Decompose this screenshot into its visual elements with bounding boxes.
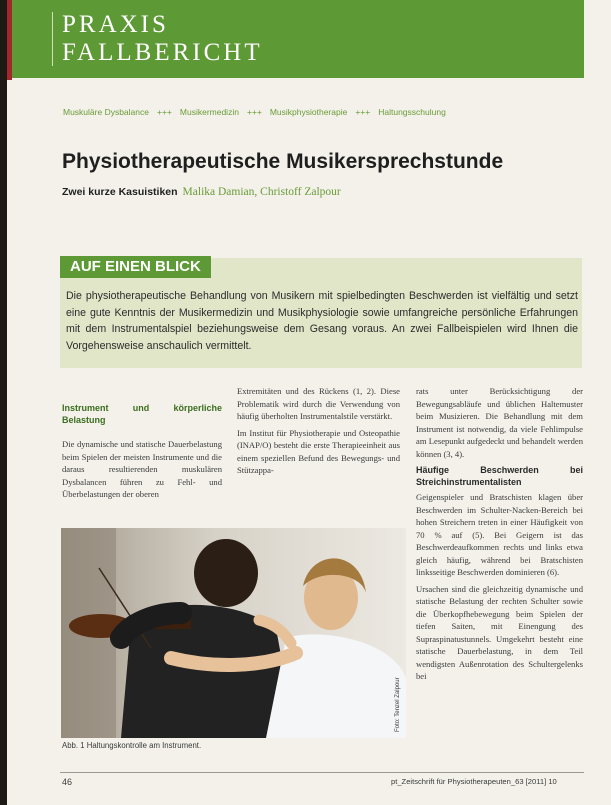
summary-text: Die physiotherapeutische Behandlung von Musikern mit spielbedingten Beschwerden ist vielfältig und setzt eine gute Kenntnis der Musikermedizin und Musikphysiologie sowie umfangreiche persönliche Erfahrungen mit dem Instrumentalspiel beziehungsweise dem Gesang voraus. An zwei Fallbeispielen wird Ihnen die Vorgehensweise anschaulich vermittelt.	[66, 290, 578, 352]
header-divider	[52, 12, 53, 66]
column-3-heading: Häufige Beschwerden bei Streichinstrumentalisten	[416, 465, 583, 487]
column-1-heading: Instrument und körperliche Belastung	[62, 403, 222, 425]
article-photo	[61, 528, 406, 738]
keyword: Haltungsschulung	[378, 107, 446, 117]
keyword-line	[63, 107, 446, 117]
figure-caption: Abb. 1 Haltungskontrolle am Instrument.	[62, 741, 202, 750]
keyword: Musikermedizin	[179, 107, 239, 117]
photo-credit: Foto: Tenzel Zalpour	[395, 677, 401, 732]
column-3-paragraph: Geigenspieler und Bratschisten klagen über Beschwerden im Schulter-Nacken-Bereich bei hohen Streichern treten in einer Häufigkeit von 70 % auf (5). Bei Geigern ist das Beschwerdeaufkommen rechts und links etwa gleich häufig, während bei Bratschisten linksseitige Beschwerden dominieren (6).	[416, 492, 583, 577]
column-2-paragraph: Extremitäten und des Rückens (1, 2). Diese Problematik wird durch die Verwendung von häufig überholten Instrumentalstile verstärkt.	[237, 386, 400, 421]
article-title: Physiotherapeutische Musikersprechstunde	[62, 150, 504, 173]
page-number: 46	[62, 777, 73, 787]
column-3-paragraph: rats unter Berücksichtigung der Bewegungsabläufe und üblichen Haltemuster beim Musizieren. Die Behandlung mit dem Instrument ist notwendig, da viele Fehlimpulse am Lesepunkt aufgedeckt und behandelt werden können (3, 4).	[416, 386, 583, 459]
article-subtitle	[62, 186, 341, 198]
journal-reference: pt_Zeitschrift für Physiotherapeuten_63 [2011] 10	[391, 777, 557, 786]
section-label-line1: PRAXIS	[62, 11, 169, 38]
keyword-separator: +++	[246, 107, 262, 117]
column-1-text: Die dynamische und statische Dauerbelastung beim Spielen der meisten Instrumente und die daraus resultierenden muskulären Dysbalancen führen zu Fehl- und Überbelastungen der oberen	[62, 439, 222, 499]
column-1	[62, 402, 222, 505]
column-2	[237, 385, 400, 481]
page-binding-edge	[0, 0, 7, 805]
article-authors: Malika Damian, Christoff Zalpour	[182, 186, 341, 198]
keyword-separator: +++	[156, 107, 172, 117]
keyword: Muskuläre Dysbalance	[63, 107, 149, 117]
article-kind: Zwei kurze Kasuistiken	[62, 186, 178, 198]
section-header	[12, 0, 584, 78]
keyword: Musikphysiotherapie	[269, 107, 348, 117]
column-3-paragraph: Ursachen sind die gleichzeitig dynamische und statische Belastung der rechten Schulter sowie die Überkopfhebewegung beim Spielen der tiefen Saiten, mit Einengung des Supraspinatustunnels. Umgekehrt besteht eine statische Dauerbelastung, in dem Teil wendigsten Außenrotation des Schultergelenks bei	[416, 583, 583, 681]
column-3	[416, 385, 583, 687]
section-label-line2: FALLBERICHT	[62, 39, 263, 66]
photo-violinist-physiotherapist	[61, 528, 406, 738]
summary-heading: AUF EINEN BLICK	[60, 256, 211, 278]
keyword-separator: +++	[355, 107, 371, 117]
footer-divider	[60, 772, 584, 773]
column-2-paragraph: Im Institut für Physiotherapie und Osteopathie (INAP/O) besteht die erste Therapieeinheit aus einem speziellen Befund des Bewegungs- und Stützappa-	[237, 427, 400, 475]
